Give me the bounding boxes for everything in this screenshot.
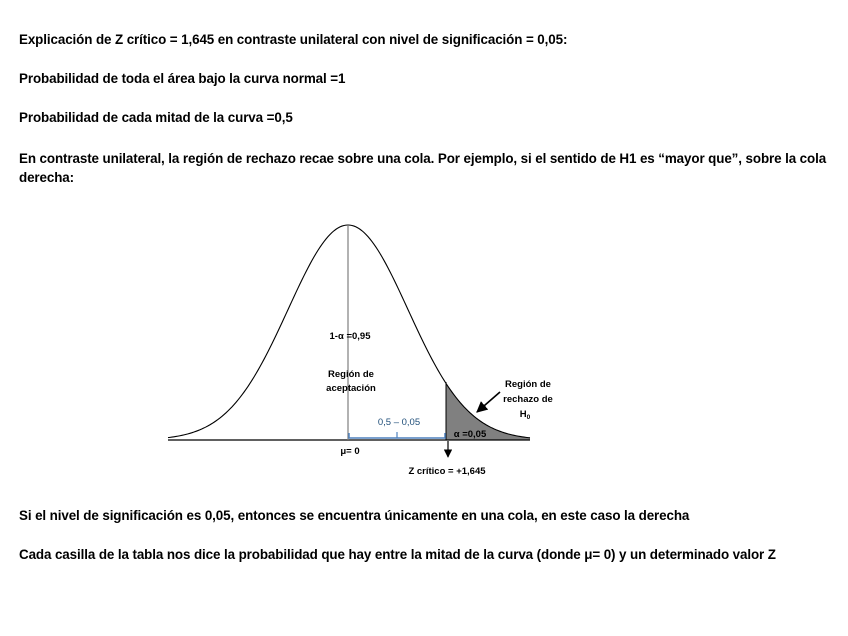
rejection-label-line2: rechazo de	[503, 394, 553, 405]
zcrit-label: Z crítico = +1,645	[408, 466, 486, 477]
mu-label: μ= 0	[340, 446, 360, 457]
acceptance-label-line1: Región de	[328, 369, 374, 380]
bracket-label: 0,5 – 0,05	[377, 417, 421, 428]
heading-paragraph: Explicación de Z crítico = 1,645 en contraste unilateral con nivel de significación = 0,05:	[19, 32, 568, 47]
rejection-label-line1: Región de	[505, 379, 551, 390]
rejection-arrow	[477, 392, 500, 412]
alpha-label: α =0,05	[453, 429, 487, 440]
half-curve-paragraph: Probabilidad de cada mitad de la curva =0,5	[19, 110, 293, 125]
significance-paragraph: Si el nivel de significación es 0,05, entonces se encuentra únicamente en una cola, en este caso la derecha	[19, 508, 690, 523]
rejection-label-h: $H_0$	[519, 409, 531, 421]
table-paragraph: Cada casilla de la tabla nos dice la probabilidad que hay entre la mitad de la curva (donde μ= 0) y un determinado valor Z	[19, 547, 776, 562]
acceptance-label-line2: aceptación	[326, 383, 376, 394]
confidence-label: 1-α =0,95	[329, 331, 371, 342]
one-tailed-paragraph: En contraste unilateral, la región de rechazo recae sobre una cola. Por ejemplo, si el sentido de H1 es “mayor que”, sobre la cola derecha:	[19, 151, 827, 185]
total-area-paragraph: Probabilidad de toda el área bajo la curva normal =1	[19, 71, 346, 86]
